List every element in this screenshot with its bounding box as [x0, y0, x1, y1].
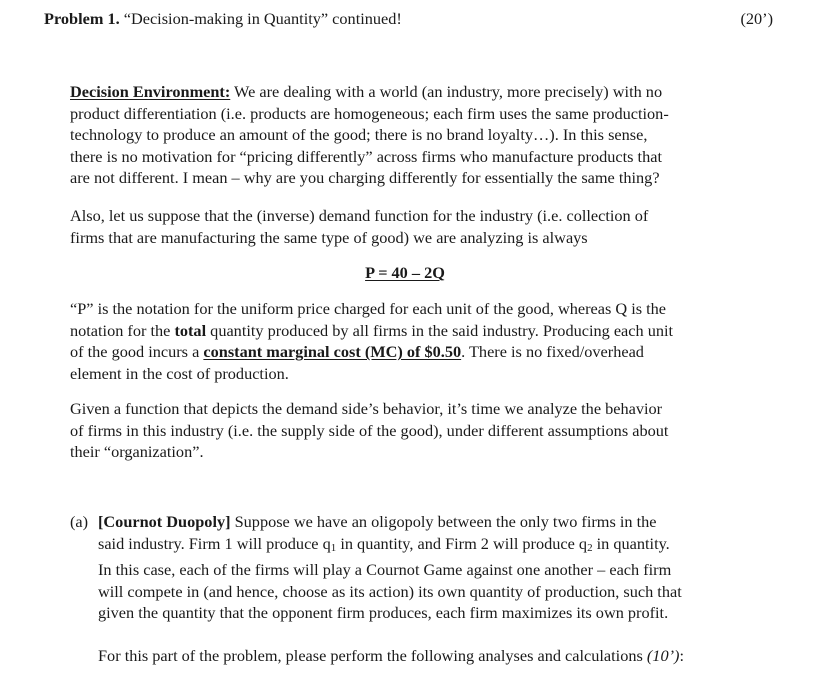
text-run: of the good incurs a: [70, 342, 204, 362]
part-a-body: [98, 511, 748, 624]
supply-paragraph: [70, 398, 740, 463]
marginal-cost-emphasis: constant marginal cost (MC) of $0.50: [203, 342, 462, 362]
total-emphasis: total: [174, 320, 207, 340]
text-run: said industry. Firm 1 will produce q: [98, 533, 331, 553]
problem-label: Problem 1.: [44, 9, 120, 28]
env-line: there is no motivation for “pricing differently” across firms who manufacture products that: [70, 146, 662, 166]
subscript: 2: [587, 541, 593, 554]
notation-line: element in the cost of production.: [70, 363, 289, 383]
text-run: notation for the: [70, 320, 175, 340]
problem-points: (20’): [740, 9, 773, 28]
text-run: For this part of the problem, please perform the following analyses and calculations: [98, 646, 647, 665]
text-run: . There is no fixed/overhead: [461, 342, 644, 362]
supply-line: their “organization”.: [70, 442, 204, 462]
subscript: 1: [330, 541, 337, 554]
text-run: in quantity.: [592, 533, 670, 553]
text-run: Suppose we have an oligopoly between the only two firms in the: [230, 512, 657, 531]
text-run: in quantity, and Firm 2 will produce q: [336, 533, 588, 553]
part-a-heading: [Cournot Duopoly]: [98, 512, 231, 531]
notation-line: “P” is the notation for the uniform price charged for each unit of the good, whereas Q is the: [70, 299, 667, 318]
notation-paragraph: [70, 298, 740, 384]
problem-header: [44, 9, 773, 35]
env-line: product differentiation (i.e. products are homogeneous; each firm uses the same production-: [70, 103, 669, 123]
demand-line: firms that are manufacturing the same type of good) we are analyzing is always: [70, 227, 588, 247]
text-run: :: [679, 646, 684, 665]
part-a-line: will compete in (and hence, choose as its action) its own quantity of production, such that: [98, 581, 682, 601]
decision-environment-heading: Decision Environment:: [70, 82, 231, 101]
demand-line: Also, let us suppose that the (inverse) demand function for the industry (i.e. collection of: [70, 206, 649, 225]
problem-title: [44, 9, 402, 29]
notation-line: [70, 320, 740, 342]
text-run: quantity produced by all firms in the said industry. Producing each unit: [206, 320, 674, 340]
supply-line: of firms in this industry (i.e. the supply side of the good), under different assumptions about: [70, 420, 669, 440]
part-a-label: (a): [70, 512, 89, 531]
demand-equation: [70, 262, 740, 284]
demand-paragraph: [70, 205, 740, 248]
part-a-instruction: [98, 645, 748, 667]
env-line: technology to produce an amount of the good; there is no brand loyalty…). In this sense,: [70, 125, 648, 145]
supply-line: Given a function that depicts the demand side’s behavior, it’s time we analyze the behavior: [70, 399, 663, 418]
decision-environment-paragraph: [70, 81, 740, 189]
part-a-line: In this case, each of the firms will play a Cournot Game against one another – each firm: [98, 560, 672, 580]
env-line: are not different. I mean – why are you charging differently for essentially the same thing?: [70, 168, 660, 188]
notation-line: [70, 341, 740, 363]
env-line: We are dealing with a world (an industry, more precisely) with no: [230, 82, 663, 101]
problem-title-text: “Decision-making in Quantity” continued!: [123, 9, 402, 28]
part-a-line: [98, 533, 748, 560]
demand-equation-text: P = 40 – 2Q: [365, 263, 445, 282]
part-a-line: given the quantity that the opponent firm produces, each firm maximizes its own profit.: [98, 603, 669, 623]
part-a-points: (10’): [646, 646, 680, 665]
